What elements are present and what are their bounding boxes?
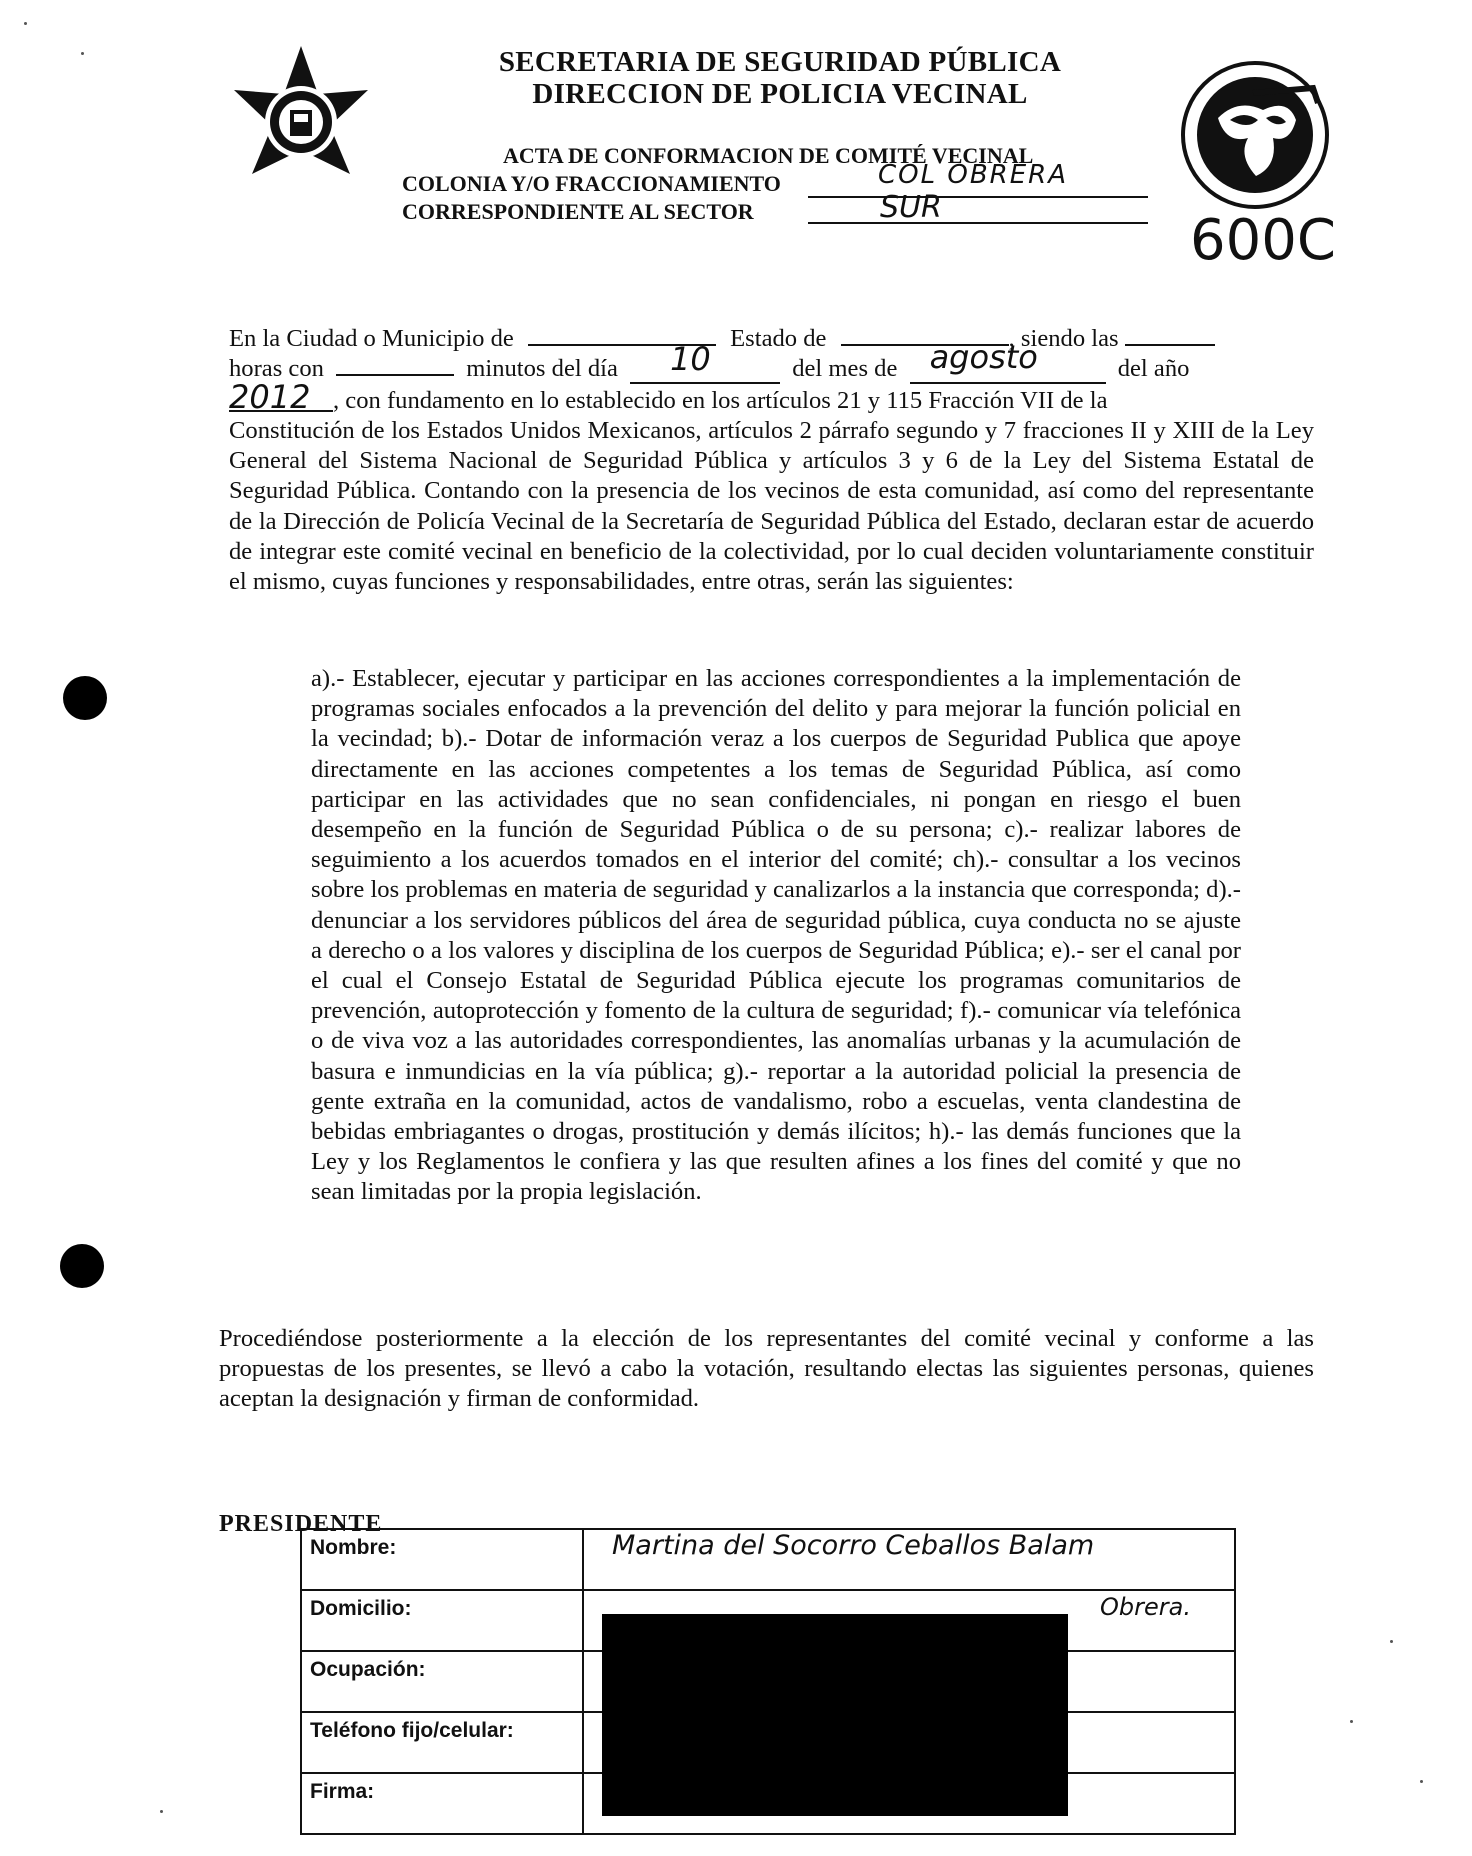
day-value: 10 <box>670 340 711 379</box>
year-value: 2012 <box>229 384 333 412</box>
scan-speck <box>1390 1640 1393 1643</box>
acta-title: ACTA DE CONFORMACION DE COMITÉ VECINAL <box>503 143 1034 168</box>
month-value: agosto <box>929 338 1038 377</box>
sector-field-line <box>808 196 1148 224</box>
scan-speck <box>24 22 27 25</box>
firma-label: Firma: <box>301 1773 583 1834</box>
agency-name: SECRETARIA DE SEGURIDAD PÚBLICA <box>498 46 1062 78</box>
intro-line-1 <box>229 324 1314 354</box>
nombre-label: Nombre: <box>301 1529 583 1590</box>
scan-speck <box>1420 1780 1423 1783</box>
telefono-label: Teléfono fijo/celular: <box>301 1712 583 1773</box>
colonia-label: COLONIA Y/O FRACCIONAMIENTO <box>402 171 781 196</box>
sector-label: CORRESPONDIENTE AL SECTOR <box>402 199 754 224</box>
intro-day-text: minutos del día <box>466 355 618 382</box>
intro-year-text: del año <box>1117 355 1190 382</box>
sector-value: SUR <box>880 190 942 225</box>
redaction-block <box>602 1614 1068 1816</box>
month-blank <box>910 338 1106 384</box>
intro-hours-text: , siendo las <box>1008 325 1119 352</box>
intro-horas-text: horas con <box>229 355 324 382</box>
election-paragraph: Procediéndose posteriormente a la elección de los representantes del comité vecinal y conforme a las propuestas de los presentes, se llevó a cabo la votación, resultando electas las siguientes personas, quienes aceptan la designación y firman de conformidad. <box>219 1325 1314 1413</box>
binder-hole-top <box>63 676 107 720</box>
scan-speck <box>81 52 84 55</box>
ocupacion-label: Ocupación: <box>301 1651 583 1712</box>
hours-blank <box>1125 344 1215 346</box>
domicilio-label: Domicilio: <box>301 1590 583 1651</box>
binder-hole-bottom <box>60 1244 104 1288</box>
intro-line-3 <box>229 378 1314 416</box>
folio-number: 600C <box>1190 208 1336 273</box>
nombre-value-cell <box>583 1529 1235 1590</box>
nombre-value: Martina del Socorro Ceballos Balam <box>612 1530 1095 1561</box>
sector-seal-stamp <box>1178 58 1333 213</box>
intro-legal-start: , con fundamento en lo establecido en los artículos 21 y 115 Fracción VII de la <box>333 387 1108 414</box>
colonia-value: COL OBRERA <box>878 160 1069 190</box>
intro-month-text: del mes de <box>792 355 898 382</box>
functions-list: a).- Establecer, ejecutar y participar en las acciones correspondientes a la implementación de programas sociales enfocados a la prevención del delito y para mejorar la función policial en la vecindad; b).- Dotar de información veraz a los cuerpos de Seguridad Publica que apoye directamente en las acciones competentes a los temas de Seguridad Pública, así como participar en las actividades que no sean confidenciales, ni pongan en riesgo el buen desempeño en la función de Seguridad Pública o de su persona; c).- realizar labores de seguimiento a los acuerdos tomados en el interior del comité; ch).- consultar a los vecinos sobre los problemas en materia de seguridad y canalizarlos a la instancia que corresponda; d).- denunciar a los servidores públicos del área de seguridad pública, cuya conducta no se ajuste a derecho o a los valores y disciplina de los cuerpos de Seguridad Pública; e).- ser el canal por el cual el Consejo Estatal de Seguridad Pública ejecute los programas comunitarios de prevención, autoprotección y fomento de la cultura de seguridad; f).- comunicar vía telefónica o de viva voz a las autoridades correspondientes, las anomalías urbanas y la acumulación de basura e inmundicias en la vía pública; g).- reportar a la autoridad policial la presencia de gente extraña en la comunidad, actos de vandalismo, robo a escuelas, venta clandestina de bebidas embriagantes o drogas, prostitución y demás ilícitos; h).- las demás funciones que la Ley y los Reglamentos le confiera y las que resulten afines a los fines del comité y que no sean limitadas por la propia legislación. <box>311 665 1241 1206</box>
intro-body: Constitución de los Estados Unidos Mexicanos, artículos 2 párrafo segundo y 7 fracciones II y XIII de la Ley General del Sistema Nacional de Seguridad Pública y artículos 3 y 6 de la Ley del Sistema Estatal de Seguridad Pública. Contando con la presencia de los vecinos de esta comunidad, así como del representante de la Dirección de Policía Vecinal de la Secretaría de Seguridad Pública del Estado, declaran estar de acuerdo de integrar este comité vecinal en beneficio de la colectividad, por lo cual deciden voluntariamente constituir el mismo, cuyas funciones y responsabilidades, entre otras, serán las siguientes: <box>229 417 1314 596</box>
intro-state-text: Estado de <box>730 325 827 352</box>
department-name: DIRECCION DE POLICIA VECINAL <box>532 78 1028 110</box>
president-heading: PRESIDENTE <box>219 1511 383 1537</box>
scan-speck <box>160 1810 163 1813</box>
police-star-emblem <box>226 42 376 207</box>
scan-speck <box>1350 1720 1353 1723</box>
minutes-blank <box>336 374 454 376</box>
day-blank <box>630 340 780 384</box>
domicilio-value: Obrera. <box>1100 1593 1191 1621</box>
intro-city-text: En la Ciudad o Municipio de <box>229 325 514 352</box>
row-nombre <box>301 1529 1235 1590</box>
